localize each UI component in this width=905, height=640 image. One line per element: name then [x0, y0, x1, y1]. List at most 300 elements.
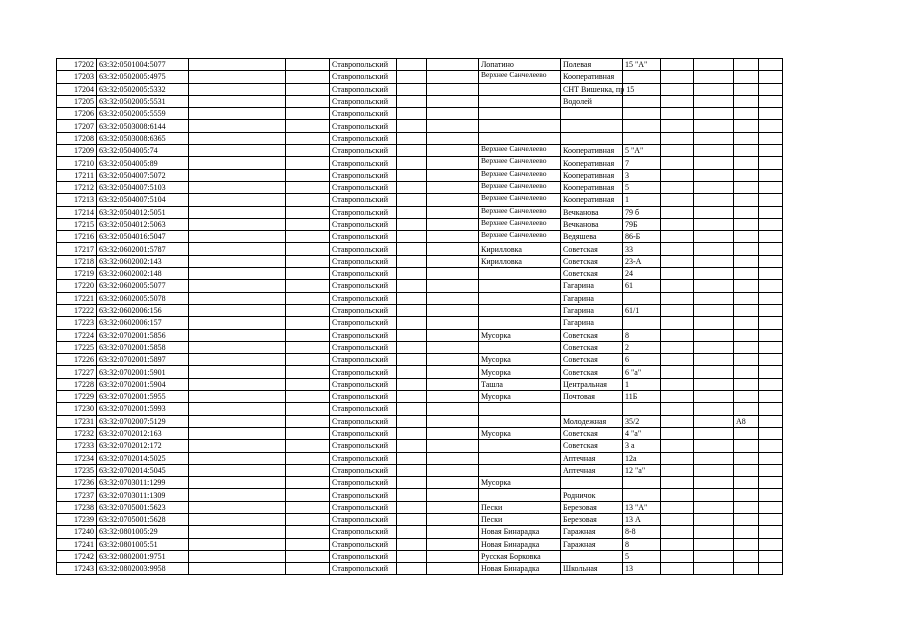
empty-cell: [397, 206, 427, 218]
cell-loc: Ташла: [479, 378, 561, 390]
table-row: [57, 255, 783, 267]
empty-cell: [759, 231, 783, 243]
cell-house: 12 "а": [623, 464, 661, 476]
empty-cell: [189, 366, 286, 378]
cell-extra: [734, 71, 759, 83]
empty-cell: [189, 378, 286, 390]
empty-cell: [661, 550, 694, 562]
cell-street: Ведяшева: [561, 231, 623, 243]
empty-cell: [397, 95, 427, 107]
empty-cell: [397, 329, 427, 341]
table-row: [57, 169, 783, 181]
table-row: [57, 550, 783, 562]
cell-cad: 63:32:0702001:5901: [97, 366, 189, 378]
empty-cell: [397, 280, 427, 292]
cell-cad: 63:32:0702012:172: [97, 440, 189, 452]
empty-cell: [189, 341, 286, 353]
cell-dist: Ставропольский: [330, 513, 397, 525]
empty-cell: [759, 513, 783, 525]
cell-house: 7: [623, 157, 661, 169]
cell-loc: [479, 132, 561, 144]
cell-n: 17242: [57, 550, 97, 562]
cell-extra: [734, 255, 759, 267]
empty-cell: [694, 513, 734, 525]
empty-cell: [286, 452, 330, 464]
cell-street: [561, 403, 623, 415]
empty-cell: [661, 354, 694, 366]
cell-house: 13 "А": [623, 501, 661, 513]
cell-dist: Ставропольский: [330, 206, 397, 218]
empty-cell: [661, 231, 694, 243]
cell-house: 86-Б: [623, 231, 661, 243]
empty-cell: [189, 415, 286, 427]
empty-cell: [397, 366, 427, 378]
cell-house: 5: [623, 181, 661, 193]
empty-cell: [694, 243, 734, 255]
table-row: [57, 403, 783, 415]
cell-n: 17226: [57, 354, 97, 366]
empty-cell: [427, 157, 479, 169]
empty-cell: [427, 415, 479, 427]
empty-cell: [759, 464, 783, 476]
cell-extra: [734, 268, 759, 280]
cell-street: Советская: [561, 354, 623, 366]
empty-cell: [694, 329, 734, 341]
cell-dist: Ставропольский: [330, 329, 397, 341]
cell-extra: [734, 218, 759, 230]
empty-cell: [286, 231, 330, 243]
cell-n: 17205: [57, 95, 97, 107]
cell-n: 17231: [57, 415, 97, 427]
cell-street: Гагарина: [561, 292, 623, 304]
cell-loc: Пески: [479, 513, 561, 525]
empty-cell: [759, 440, 783, 452]
empty-cell: [759, 378, 783, 390]
empty-cell: [427, 440, 479, 452]
cell-house: 5 "А": [623, 145, 661, 157]
cell-extra: [734, 378, 759, 390]
cell-n: 17243: [57, 563, 97, 575]
empty-cell: [759, 169, 783, 181]
empty-cell: [427, 538, 479, 550]
cell-loc: Верхнее Санчелеево: [479, 71, 561, 83]
cell-cad: 63:32:0702001:5856: [97, 329, 189, 341]
cell-dist: Ставропольский: [330, 145, 397, 157]
cell-dist: Ставропольский: [330, 83, 397, 95]
cell-cad: 63:32:0703011:1309: [97, 489, 189, 501]
cell-loc: [479, 415, 561, 427]
cell-n: 17217: [57, 243, 97, 255]
empty-cell: [427, 464, 479, 476]
cell-street: Полевая: [561, 59, 623, 71]
cell-cad: 63:32:0702014:5025: [97, 452, 189, 464]
cell-street: Советская: [561, 243, 623, 255]
cell-cad: 63:32:0602001:5787: [97, 243, 189, 255]
cell-street: Центральная: [561, 378, 623, 390]
cell-extra: А8: [734, 415, 759, 427]
cell-street: Водолей: [561, 95, 623, 107]
cell-dist: Ставропольский: [330, 501, 397, 513]
empty-cell: [286, 304, 330, 316]
table-row: [57, 391, 783, 403]
empty-cell: [397, 452, 427, 464]
empty-cell: [661, 83, 694, 95]
cell-cad: 63:32:0602005:5077: [97, 280, 189, 292]
empty-cell: [661, 366, 694, 378]
empty-cell: [397, 255, 427, 267]
cell-loc: Верхнее Санчелеево: [479, 169, 561, 181]
empty-cell: [759, 59, 783, 71]
cell-loc: [479, 489, 561, 501]
empty-cell: [427, 489, 479, 501]
empty-cell: [661, 157, 694, 169]
empty-cell: [661, 255, 694, 267]
cell-loc: Кирилловка: [479, 255, 561, 267]
cell-extra: [734, 59, 759, 71]
empty-cell: [661, 563, 694, 575]
empty-cell: [286, 354, 330, 366]
cell-loc: Кирилловка: [479, 243, 561, 255]
empty-cell: [427, 317, 479, 329]
empty-cell: [661, 280, 694, 292]
cell-cad: 63:32:0602006:157: [97, 317, 189, 329]
empty-cell: [759, 489, 783, 501]
empty-cell: [427, 526, 479, 538]
empty-cell: [189, 513, 286, 525]
empty-cell: [397, 169, 427, 181]
cell-dist: Ставропольский: [330, 489, 397, 501]
empty-cell: [286, 268, 330, 280]
empty-cell: [286, 550, 330, 562]
empty-cell: [661, 317, 694, 329]
empty-cell: [397, 317, 427, 329]
cell-house: 8: [623, 329, 661, 341]
cell-cad: 63:32:0703011:1299: [97, 477, 189, 489]
cell-loc: Верхнее Санчелеево: [479, 145, 561, 157]
empty-cell: [286, 563, 330, 575]
empty-cell: [427, 169, 479, 181]
cell-dist: Ставропольский: [330, 427, 397, 439]
cell-n: 17236: [57, 477, 97, 489]
table-row: [57, 243, 783, 255]
empty-cell: [661, 427, 694, 439]
empty-cell: [694, 95, 734, 107]
cell-dist: Ставропольский: [330, 268, 397, 280]
cell-house: 13 А: [623, 513, 661, 525]
empty-cell: [694, 489, 734, 501]
cell-street: Вечканова: [561, 218, 623, 230]
cell-n: 17209: [57, 145, 97, 157]
cell-dist: Ставропольский: [330, 563, 397, 575]
cell-n: 17229: [57, 391, 97, 403]
cell-loc: Верхнее Санчелеево: [479, 194, 561, 206]
empty-cell: [427, 132, 479, 144]
empty-cell: [286, 206, 330, 218]
empty-cell: [661, 194, 694, 206]
empty-cell: [397, 513, 427, 525]
empty-cell: [661, 513, 694, 525]
empty-cell: [189, 206, 286, 218]
empty-cell: [759, 95, 783, 107]
empty-cell: [397, 83, 427, 95]
empty-cell: [661, 108, 694, 120]
cell-n: 17224: [57, 329, 97, 341]
cell-cad: 63:32:0702007:5129: [97, 415, 189, 427]
empty-cell: [189, 317, 286, 329]
empty-cell: [427, 108, 479, 120]
empty-cell: [189, 169, 286, 181]
cell-loc: [479, 95, 561, 107]
cell-loc: [479, 452, 561, 464]
empty-cell: [397, 489, 427, 501]
empty-cell: [661, 526, 694, 538]
empty-cell: [661, 452, 694, 464]
empty-cell: [759, 538, 783, 550]
cell-dist: Ставропольский: [330, 366, 397, 378]
empty-cell: [694, 206, 734, 218]
empty-cell: [661, 181, 694, 193]
empty-cell: [759, 280, 783, 292]
empty-cell: [759, 366, 783, 378]
empty-cell: [694, 366, 734, 378]
cell-street: [561, 108, 623, 120]
empty-cell: [759, 145, 783, 157]
table-row: [57, 464, 783, 476]
empty-cell: [694, 563, 734, 575]
cell-n: 17207: [57, 120, 97, 132]
table-row: [57, 513, 783, 525]
empty-cell: [189, 181, 286, 193]
empty-cell: [286, 120, 330, 132]
empty-cell: [189, 538, 286, 550]
table-row: [57, 108, 783, 120]
cell-cad: 63:32:0602002:148: [97, 268, 189, 280]
empty-cell: [694, 415, 734, 427]
empty-cell: [661, 440, 694, 452]
cell-dist: Ставропольский: [330, 280, 397, 292]
cell-cad: 63:32:0502005:4975: [97, 71, 189, 83]
cell-loc: [479, 280, 561, 292]
cell-extra: [734, 120, 759, 132]
empty-cell: [694, 280, 734, 292]
empty-cell: [286, 83, 330, 95]
empty-cell: [189, 452, 286, 464]
empty-cell: [286, 415, 330, 427]
cell-dist: Ставропольский: [330, 59, 397, 71]
empty-cell: [661, 538, 694, 550]
empty-cell: [759, 501, 783, 513]
cell-street: Советская: [561, 255, 623, 267]
empty-cell: [427, 59, 479, 71]
empty-cell: [427, 231, 479, 243]
empty-cell: [286, 427, 330, 439]
cell-cad: 63:32:0801005:51: [97, 538, 189, 550]
empty-cell: [759, 132, 783, 144]
cell-n: 17232: [57, 427, 97, 439]
empty-cell: [189, 120, 286, 132]
empty-cell: [694, 268, 734, 280]
cell-dist: Ставропольский: [330, 526, 397, 538]
empty-cell: [397, 71, 427, 83]
empty-cell: [397, 120, 427, 132]
table-row: [57, 526, 783, 538]
empty-cell: [286, 292, 330, 304]
cell-street: Советская: [561, 440, 623, 452]
cell-extra: [734, 181, 759, 193]
empty-cell: [286, 255, 330, 267]
empty-cell: [427, 145, 479, 157]
cell-cad: 63:32:0702001:5897: [97, 354, 189, 366]
empty-cell: [397, 440, 427, 452]
empty-cell: [286, 132, 330, 144]
cell-n: 17241: [57, 538, 97, 550]
empty-cell: [189, 501, 286, 513]
empty-cell: [694, 231, 734, 243]
empty-cell: [397, 194, 427, 206]
table-row: [57, 59, 783, 71]
cell-dist: Ставропольский: [330, 550, 397, 562]
empty-cell: [759, 255, 783, 267]
empty-cell: [189, 280, 286, 292]
empty-cell: [661, 206, 694, 218]
cell-n: 17240: [57, 526, 97, 538]
empty-cell: [661, 145, 694, 157]
empty-cell: [759, 341, 783, 353]
cell-n: 17204: [57, 83, 97, 95]
empty-cell: [694, 477, 734, 489]
table-row: [57, 317, 783, 329]
table-body: [57, 59, 783, 575]
cell-extra: [734, 403, 759, 415]
table-row: [57, 452, 783, 464]
table-row: [57, 206, 783, 218]
empty-cell: [661, 378, 694, 390]
cell-loc: [479, 268, 561, 280]
cell-dist: Ставропольский: [330, 415, 397, 427]
empty-cell: [286, 169, 330, 181]
empty-cell: [397, 145, 427, 157]
empty-cell: [397, 427, 427, 439]
empty-cell: [661, 268, 694, 280]
empty-cell: [694, 464, 734, 476]
cell-street: Аптечная: [561, 464, 623, 476]
cell-n: 17203: [57, 71, 97, 83]
empty-cell: [286, 71, 330, 83]
cell-cad: 63:32:0702001:5993: [97, 403, 189, 415]
table-row: [57, 231, 783, 243]
cell-extra: [734, 354, 759, 366]
empty-cell: [286, 526, 330, 538]
cell-n: 17223: [57, 317, 97, 329]
empty-cell: [694, 218, 734, 230]
cell-extra: [734, 194, 759, 206]
cell-dist: Ставропольский: [330, 194, 397, 206]
cell-house: 23-А: [623, 255, 661, 267]
cell-house: [623, 489, 661, 501]
cell-loc: [479, 341, 561, 353]
empty-cell: [661, 132, 694, 144]
cell-cad: 63:32:0504012:5063: [97, 218, 189, 230]
table-row: [57, 501, 783, 513]
table-row: [57, 71, 783, 83]
empty-cell: [427, 513, 479, 525]
cell-street: Советская: [561, 268, 623, 280]
cell-street: Советская: [561, 366, 623, 378]
empty-cell: [397, 268, 427, 280]
cell-house: [623, 108, 661, 120]
cell-house: 33: [623, 243, 661, 255]
cell-house: 15 "А": [623, 59, 661, 71]
cell-dist: Ставропольский: [330, 95, 397, 107]
empty-cell: [694, 157, 734, 169]
empty-cell: [759, 194, 783, 206]
cell-cad: 63:32:0504012:5051: [97, 206, 189, 218]
cell-dist: Ставропольский: [330, 71, 397, 83]
cell-dist: Ставропольский: [330, 108, 397, 120]
cell-loc: [479, 120, 561, 132]
empty-cell: [694, 354, 734, 366]
cell-house: 13: [623, 563, 661, 575]
cell-loc: [479, 83, 561, 95]
cell-street: Кооперативная: [561, 157, 623, 169]
empty-cell: [189, 231, 286, 243]
cell-cad: 63:32:0504007:5072: [97, 169, 189, 181]
empty-cell: [189, 157, 286, 169]
cell-house: 79 б: [623, 206, 661, 218]
cell-loc: Верхнее Санчелеево: [479, 231, 561, 243]
cell-loc: Лопатино: [479, 59, 561, 71]
cell-n: 17213: [57, 194, 97, 206]
cell-n: 17212: [57, 181, 97, 193]
cell-extra: [734, 366, 759, 378]
empty-cell: [189, 427, 286, 439]
empty-cell: [694, 391, 734, 403]
empty-cell: [189, 132, 286, 144]
cell-n: 17215: [57, 218, 97, 230]
cell-extra: [734, 341, 759, 353]
cell-n: 17206: [57, 108, 97, 120]
empty-cell: [694, 526, 734, 538]
cell-loc: [479, 403, 561, 415]
empty-cell: [661, 304, 694, 316]
cell-cad: 63:32:0602002:143: [97, 255, 189, 267]
cell-n: 17237: [57, 489, 97, 501]
cell-street: Почтовая: [561, 391, 623, 403]
empty-cell: [694, 120, 734, 132]
cell-cad: 63:32:0705001:5623: [97, 501, 189, 513]
empty-cell: [694, 304, 734, 316]
cell-cad: 63:32:0504016:5047: [97, 231, 189, 243]
empty-cell: [759, 108, 783, 120]
cell-house: [623, 292, 661, 304]
empty-cell: [427, 218, 479, 230]
empty-cell: [189, 391, 286, 403]
empty-cell: [759, 71, 783, 83]
empty-cell: [286, 440, 330, 452]
empty-cell: [189, 255, 286, 267]
empty-cell: [189, 329, 286, 341]
empty-cell: [759, 206, 783, 218]
cell-dist: Ставропольский: [330, 304, 397, 316]
empty-cell: [286, 489, 330, 501]
empty-cell: [286, 317, 330, 329]
cell-extra: [734, 292, 759, 304]
cell-street: [561, 132, 623, 144]
empty-cell: [661, 292, 694, 304]
cell-cad: 63:32:0503008:6144: [97, 120, 189, 132]
empty-cell: [759, 563, 783, 575]
register-table: [56, 58, 783, 575]
